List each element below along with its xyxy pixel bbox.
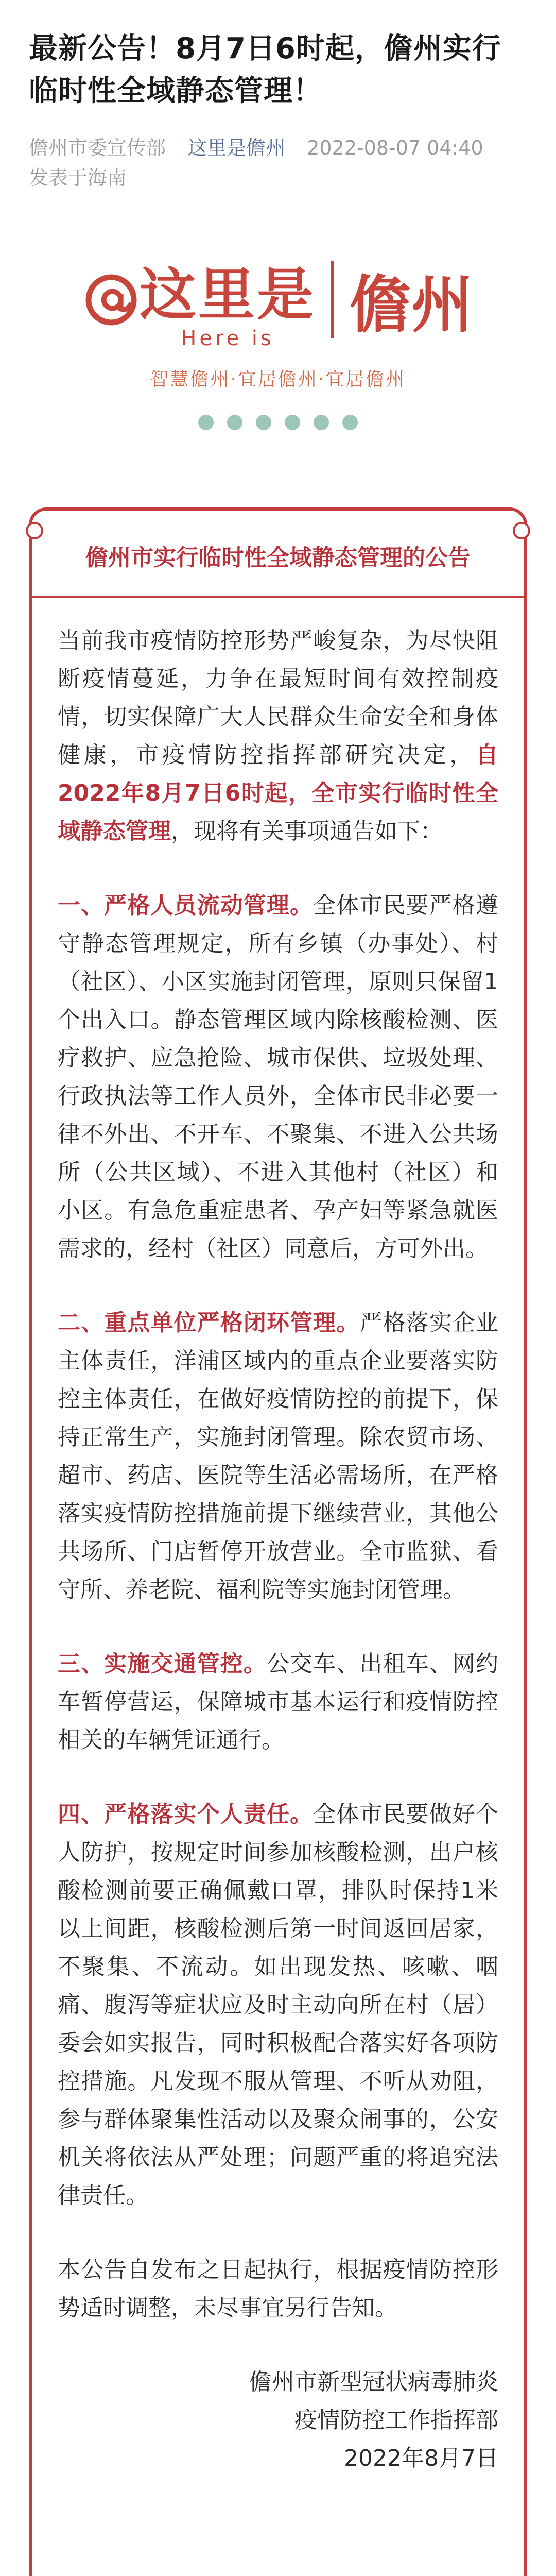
logo-subtext: Here is bbox=[181, 327, 274, 350]
decorative-dots bbox=[29, 415, 527, 430]
dot-icon bbox=[227, 415, 242, 430]
dot-icon bbox=[342, 415, 358, 430]
section-3 bbox=[58, 1645, 498, 1759]
article-meta bbox=[29, 133, 527, 193]
notice-card bbox=[29, 507, 527, 2576]
section-4 bbox=[58, 1795, 498, 2215]
ring-icon bbox=[513, 522, 530, 539]
section-1-body: 全体市民要严格遵守静态管理规定，所有乡镇（办事处）、村（社区）、小区实施封闭管理，原则只保留1个出入口。静态管理区域内除核酸检测、医疗救护、应急抢险、城市保供、垃圾处理、行政执法等工作人员外，全体市民非必要一律不外出、不开车、不聚集、不进入公共场所（公共区域）、不进入其他村（社区）和小区。有急危重症患者、孕产妇等紧急就医需求的，经村（社区）同意后，方可外出。 bbox=[58, 892, 499, 1262]
article-title: 最新公告！8月7日6时起，儋州实行临时性全域静态管理！ bbox=[29, 32, 501, 108]
publish-location: 发表于海南 bbox=[29, 166, 127, 189]
logo-divider bbox=[331, 261, 334, 338]
account-link[interactable]: 这里是儋州 bbox=[187, 137, 286, 159]
intro-tail: ，现将有关事项通告如下： bbox=[171, 818, 443, 844]
brand-banner bbox=[29, 249, 527, 404]
signature-date: 2022年8月7日 bbox=[344, 2445, 498, 2471]
dot-icon bbox=[314, 415, 329, 430]
intro-text: 当前我市疫情防控形势严峻复杂，为尽快阻断疫情蔓延，力争在最短时间有效控制疫情，切实保障广大人民群众生命安全和身体健康，市疫情防控指挥部研究决定， bbox=[58, 628, 498, 768]
logo-text: 这里是 bbox=[140, 262, 316, 328]
notice-heading: 儋州市实行临时性全域静态管理的公告 bbox=[85, 545, 471, 571]
notice-closing: 本公告自发布之日起执行，根据疫情防控形势适时调整，未尽事宜另行告知。 bbox=[58, 2257, 498, 2321]
intro-highlight: 自2022年8月7日6时起，全市实行临时性全域静态管理 bbox=[58, 742, 498, 844]
logo-city: 儋州 bbox=[350, 268, 473, 341]
banner-slogan: 智慧儋州·宜居儋州·宜居儋州 bbox=[150, 369, 406, 390]
dot-icon bbox=[285, 415, 300, 430]
dot-icon bbox=[198, 415, 214, 430]
section-2-heading: 二、重点单位严格闭环管理。 bbox=[58, 1310, 360, 1336]
section-3-body: 公交车、出租车、网约车暂停营运，保障城市基本运行和疫情防控相关的车辆凭证通行。 bbox=[58, 1651, 498, 1753]
signature-line-1: 儋州市新型冠状病毒肺炎 bbox=[249, 2369, 498, 2395]
section-4-heading: 四、严格落实个人责任。 bbox=[58, 1801, 314, 1827]
section-1-heading: 一、严格人员流动管理。 bbox=[58, 892, 314, 919]
author-name: 儋州市委宣传部 bbox=[29, 137, 166, 159]
section-3-heading: 三、实施交通管控。 bbox=[58, 1651, 267, 1677]
ring-icon bbox=[26, 522, 43, 539]
notice-intro bbox=[58, 622, 498, 851]
section-1 bbox=[58, 887, 498, 1268]
dot-icon bbox=[256, 415, 271, 430]
heading-divider bbox=[32, 596, 524, 598]
notice-signature bbox=[58, 2363, 498, 2478]
publish-time: 2022-08-07 04:40 bbox=[307, 137, 483, 159]
section-2-body: 严格落实企业主体责任，洋浦区域内的重点企业要落实防控主体责任，在做好疫情防控的前提下，保持正常生产，实施封闭管理。除农贸市场、超市、药店、医院等生活必需场所，在严格落实疫情防控措施前提下继续营业，其他公共场所、门店暂停开放营业。全市监狱、看守所、养老院、福利院等实施封闭管理。 bbox=[58, 1310, 499, 1603]
at-logo-icon bbox=[83, 272, 140, 328]
section-4-body: 全体市民要做好个人防护，按规定时间参加核酸检测，出户核酸检测前要正确佩戴口罩，排队时保持1米以上间距，核酸检测后第一时间返回居家，不聚集、不流动。如出现发热、咳嗽、咽痛、腹泻等症状应及时主动向所在村（居）委会如实报告，同时积极配合落实好各项防控措施。凡发现不服从管理、不听从劝阻，参与群体聚集性活动以及聚众闹事的，公安机关将依法从严处理；问题严重的将追究法律责任。 bbox=[58, 1801, 499, 2209]
signature-line-2: 疫情防控工作指挥部 bbox=[294, 2407, 498, 2433]
section-2 bbox=[58, 1304, 498, 1609]
